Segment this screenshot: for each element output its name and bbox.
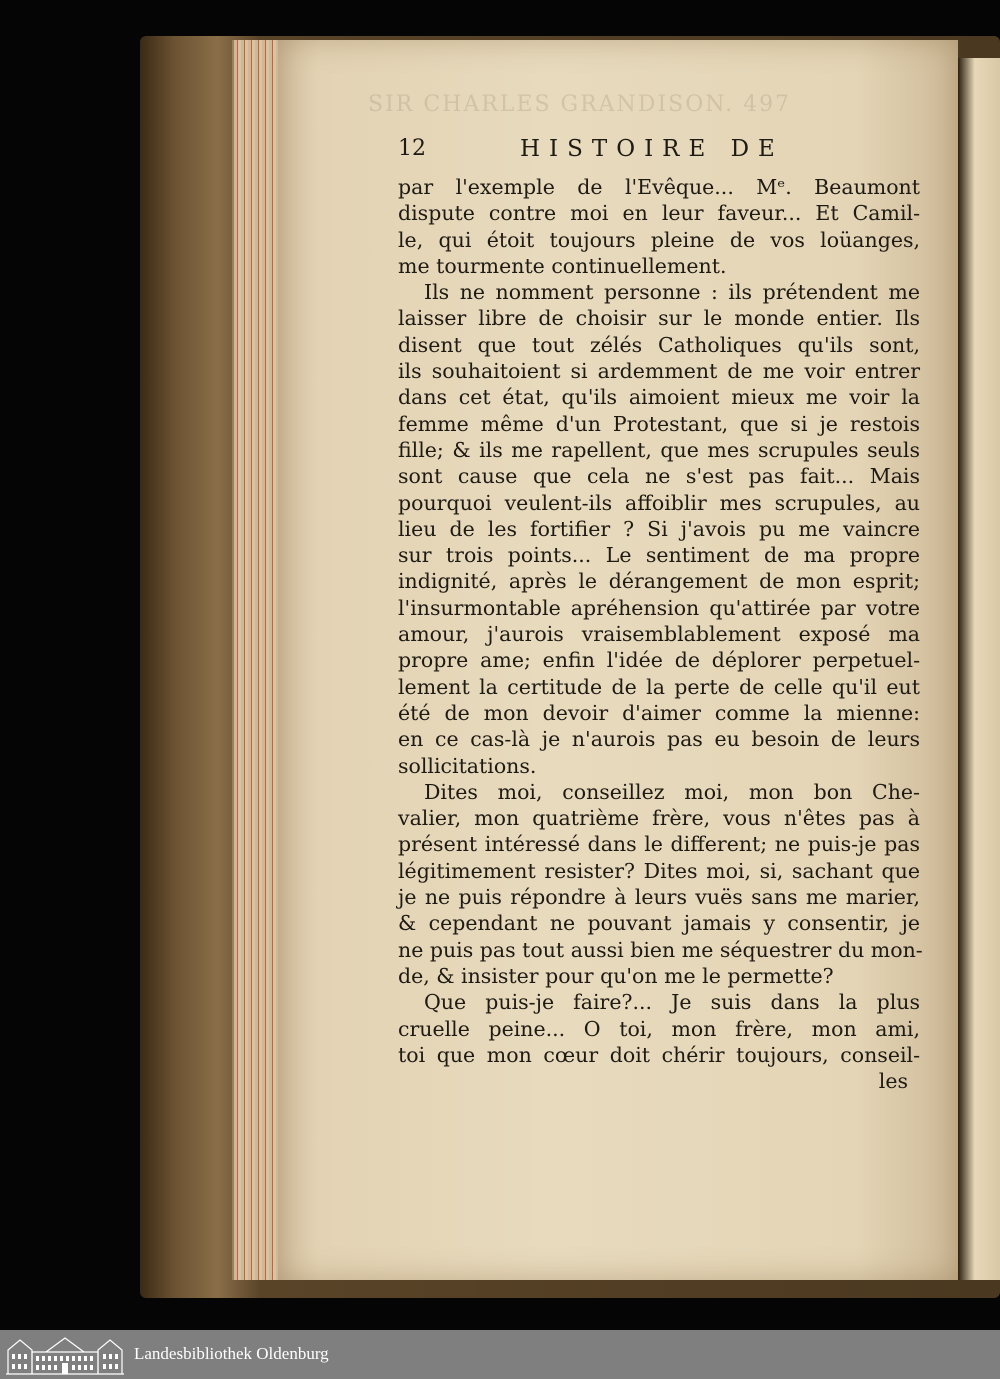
text-line: cruelle peine... O toi, mon frère, mon ami, (398, 1016, 920, 1041)
text-line: légitimement resister? Dites moi, si, sachant que (398, 858, 920, 883)
page-text (398, 132, 923, 1094)
text-line: lieu de les fortifier ? Si j'avois pu me vaincre (398, 516, 920, 541)
text-line: Que puis-je faire?... Je suis dans la plus (424, 990, 920, 1015)
text-line: Ils ne nomment personne : ils prétendent me (424, 280, 920, 305)
text-line: valier, mon quatrième frère, vous n'êtes pas à (398, 806, 920, 831)
text-line: pourquoi veulent-ils affoiblir mes scrupules, au (398, 490, 920, 515)
text-line: sont cause que cela ne s'est pas fait... Mais (398, 464, 920, 489)
text-line: sur trois points... Le sentiment de ma propre (398, 543, 920, 568)
text-line: dans cet état, qu'ils aimoient mieux me voir la (398, 385, 920, 410)
text-line: été de mon devoir d'aimer comme la mienne: (398, 700, 920, 725)
text-line: laisser libre de choisir sur le monde entier. Ils (398, 306, 920, 331)
text-line: me tourmente continuellement. (398, 253, 727, 278)
text-line: & cependant ne pouvant jamais y consentir, je (398, 911, 920, 936)
text-line: Dites moi, conseillez moi, mon bon Che- (424, 779, 920, 804)
text-line: propre ame; enfin l'idée de déplorer perpetuel- (398, 648, 920, 673)
catchword: les (878, 1069, 908, 1094)
bleed-through-header: SIR CHARLES GRANDISON. 497 (368, 92, 792, 117)
text-line: ne puis pas tout aussi bien me séquestrer du mon- (398, 937, 923, 962)
running-head (398, 132, 920, 174)
running-title: HISTOIRE DE (520, 136, 784, 162)
text-line: indignité, après le dérangement de mon esprit; (398, 569, 920, 594)
library-building-icon (6, 1334, 124, 1376)
text-line: toi que mon cœur doit chérir toujours, conseil- (398, 1042, 920, 1067)
text-line: fille; & ils me rapellent, que mes scrupules seuls (398, 437, 920, 462)
library-name: Landesbibliothek Oldenburg (134, 1344, 329, 1363)
text-line: l'insurmontable apréhension qu'attirée par votre (398, 595, 920, 620)
text-line: par l'exemple de l'Evêque... Mᵉ. Beaumont (398, 175, 920, 199)
text-line: sollicitations. (398, 753, 537, 778)
page-number: 12 (398, 136, 426, 161)
text-line: présent intéressé dans le different; ne puis-je pas (398, 832, 920, 857)
text-line: amour, j'aurois vraisemblablement exposé ma (398, 622, 920, 647)
text-line: ils souhaitoient si ardemment de me voir entrer (398, 359, 920, 384)
text-line: en ce cas-là je n'aurois pas eu besoin de leurs (398, 727, 920, 752)
page-edges (232, 40, 282, 1280)
text-line: de, & insister pour qu'on me le permette? (398, 963, 834, 988)
footer-bar (0, 1330, 1000, 1379)
text-line: le, qui étoit toujours pleine de vos loüanges, (398, 227, 920, 252)
text-line: disent que tout zélés Catholiques qu'ils sont, (398, 332, 920, 357)
text-line: dispute contre moi en leur faveur... Et Camil- (398, 201, 920, 226)
text-line: femme même d'un Protestant, que si je restois (398, 411, 920, 436)
facing-page-edge (958, 58, 1000, 1280)
body-text (398, 174, 923, 1068)
text-line: je ne puis répondre à leurs vuës sans me marier, (398, 885, 920, 910)
text-line: lement la certitude de la perte de celle qu'il eut (398, 674, 920, 699)
